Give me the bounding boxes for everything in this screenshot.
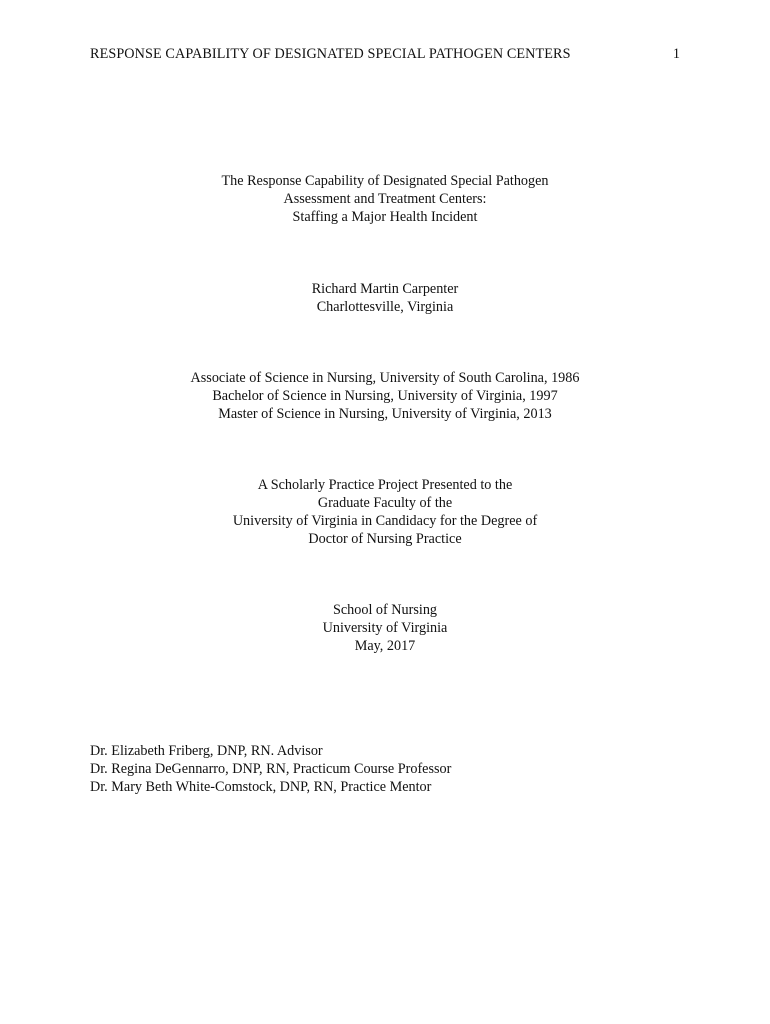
university-name: University of Virginia <box>322 620 448 636</box>
degrees-list <box>0 369 770 423</box>
author-info <box>0 280 770 316</box>
committee-member: Dr. Elizabeth Friberg, DNP, RN. Advisor <box>90 743 323 759</box>
degree-item: Bachelor of Science in Nursing, University of Virginia, 1997 <box>212 388 558 404</box>
project-statement-line: Doctor of Nursing Practice <box>308 531 462 547</box>
project-statement <box>0 476 770 548</box>
title-line: The Response Capability of Designated Special Pathogen <box>221 173 549 189</box>
school-name: School of Nursing <box>332 602 438 618</box>
degree-item: Associate of Science in Nursing, University of South Carolina, 1986 <box>190 370 580 386</box>
institution-info <box>0 601 770 655</box>
author-location: Charlottesville, Virginia <box>316 299 454 315</box>
project-statement-line: A Scholarly Practice Project Presented to the <box>257 477 513 493</box>
project-statement-line: University of Virginia in Candidacy for the Degree of <box>232 513 538 529</box>
committee-member: Dr. Mary Beth White-Comstock, DNP, RN, Practice Mentor <box>90 779 432 795</box>
page-number: 1 <box>672 46 680 62</box>
document-title <box>0 172 770 226</box>
running-head: RESPONSE CAPABILITY OF DESIGNATED SPECIAL PATHOGEN CENTERS <box>90 46 571 62</box>
title-line: Assessment and Treatment Centers: <box>283 191 487 207</box>
submission-date: May, 2017 <box>354 638 416 654</box>
committee-member: Dr. Regina DeGennarro, DNP, RN, Practicum Course Professor <box>90 761 452 777</box>
author-name: Richard Martin Carpenter <box>311 281 459 297</box>
project-statement-line: Graduate Faculty of the <box>317 495 453 511</box>
committee-list <box>90 742 451 796</box>
degree-item: Master of Science in Nursing, University of Virginia, 2013 <box>218 406 552 422</box>
title-line: Staffing a Major Health Incident <box>292 209 478 225</box>
